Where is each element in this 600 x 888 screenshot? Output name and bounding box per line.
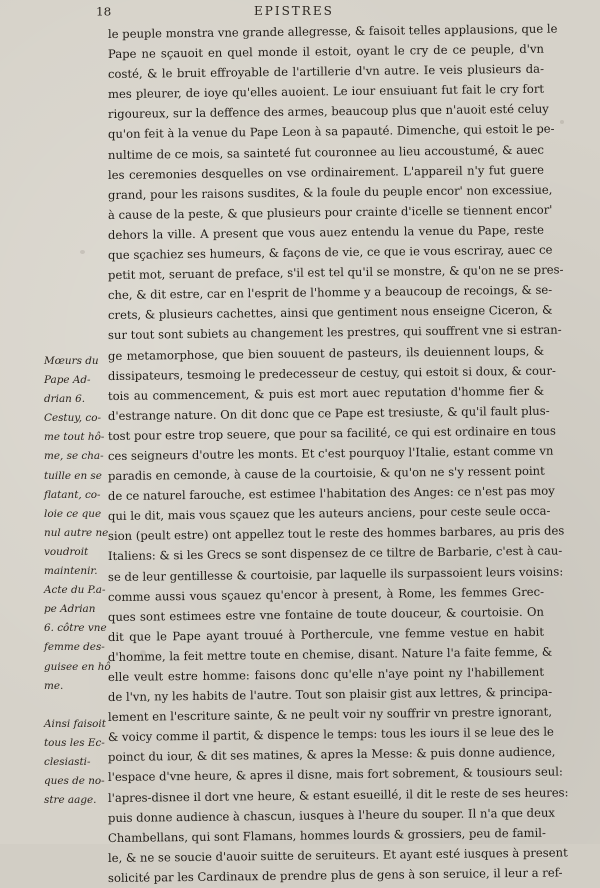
text-line: comme aussi vous sçauez qu'encor à present, à Rome, les femmes Grec-: [107, 584, 545, 604]
margin-note: tuille en se: [44, 469, 102, 482]
text-line: rigoureux, sur la deffence des armes, beaucoup plus que n'auoit esté celuy: [107, 101, 549, 122]
text-line: elle veult estre homme: faisons donc qu'elle n'aye point ny l'habillement: [107, 664, 545, 684]
margin-note: Cestuy, co-: [44, 412, 101, 425]
text-line: crets, & plusieurs cachettes, ainsi que gentiment nous enseigne Ciceron, &: [107, 302, 553, 323]
margin-note: nul autre ne: [44, 526, 109, 539]
text-line: lement en l'escriture sainte, & ne peult voir ny souffrir vn prestre ignorant,: [107, 704, 553, 725]
text-line: paradis en cemonde, à cause de la courtoisie, & qu'on ne s'y ressent point: [107, 463, 545, 484]
running-head: EPISTRES: [254, 4, 334, 18]
margin-note: Ainsi faisoit: [44, 717, 106, 730]
text-line: de l'vn, ny les habits de l'autre. Tout son plaisir gist aux lettres, & principa-: [107, 684, 553, 705]
text-line: de ce naturel farouche, est estimee l'habitation des Anges: ce n'est pas moy: [107, 483, 555, 504]
text-line: grand, pour les raisons susdites, & la foule du peuple encor' non excessiue,: [107, 182, 553, 202]
text-line: costé, & le bruit effroyable de l'artillerie d'vn autre. Ie veis plusieurs da-: [107, 61, 545, 82]
body-text: [107, 21, 569, 888]
text-line: tost pour estre trop seuere, que pour sa facilité, ce qui est ordinaire en tous: [107, 423, 557, 443]
page-number: 18: [96, 5, 112, 19]
text-line: tois au commencement, & puis est mort auec reputation d'homme fier &: [107, 383, 545, 403]
text-line: Italiens: & si les Grecs se sont dispensez de ce tiltre de Barbarie, c'est à cau-: [107, 543, 563, 564]
margin-note: me, se cha-: [44, 450, 104, 463]
text-line: nultime de ce mois, sa sainteté fut couronnee au lieu accoustumé, & auec: [107, 142, 545, 162]
text-line: Pape ne sçauoit en quel monde il estoit, oyant le cry de ce peuple, d'vn: [107, 41, 545, 62]
text-line: sur tout sont subiets au changement les prestres, qui souffrent vne si estran-: [107, 322, 562, 343]
text-line: que sçachiez ses humeurs, & façons de vie, ce que ie vous escriray, auec ce: [107, 242, 553, 263]
text-line: petit mot, seruant de preface, s'il est tel qu'il se monstre, & qu'on ne se pres-: [107, 262, 564, 283]
margin-note: Pape Ad-: [44, 374, 91, 387]
text-line: se de leur gentillesse & courtoisie, par laquelle ils surpassoient leurs voisins:: [107, 563, 564, 584]
margin-note: ques de no-: [44, 775, 105, 788]
text-line: sion (peult estre) ont appellez tout le reste des hommes barbares, au pris des: [107, 523, 565, 544]
text-line: dit que le Pape ayant trouué à Porthercule, vne femme vestue en habit: [107, 624, 545, 644]
text-line: les ceremonies desquelles on vse ordinairement. L'appareil n'y fut guere: [107, 162, 545, 182]
text-line: poinct du iour, & dit ses matines, & apres la Messe: & puis donne audience,: [107, 744, 556, 765]
margin-note: 6. côtre vne: [44, 622, 107, 635]
margin-note: maintenir.: [44, 565, 98, 578]
margin-notes: [44, 352, 111, 810]
text-line: l'apres-disnee il dort vne heure, & estant esueillé, il dit le reste de ses heures:: [107, 784, 569, 805]
margin-note: Acte du P.a-: [44, 584, 106, 597]
text-line: dissipateurs, tesmoing le predecesseur de cestuy, qui estoit si doux, & cour-: [107, 363, 556, 383]
paper-stain: [560, 120, 564, 124]
paper-stain: [140, 650, 146, 655]
text-line: d'homme, la feit mettre toute en chemise, disant. Nature l'a faite femme, &: [107, 644, 553, 664]
text-line: puis donne audience à chascun, iusques à l'heure du souper. Il n'a que deux: [107, 805, 555, 825]
margin-note: voudroit: [44, 545, 89, 558]
margin-note: me tout hô-: [44, 431, 105, 444]
margin-note: tous les Ec-: [44, 736, 105, 749]
text-line: ques sont estimees estre vne fontaine de toute douceur, & courtoisie. On: [107, 604, 545, 624]
margin-note: flatant, co-: [44, 488, 101, 501]
text-line: le, & ne se soucie d'auoir suitte de seruiteurs. Et ayant esté iusques à present: [107, 845, 568, 865]
margin-note: loie ce que: [44, 507, 102, 520]
text-line: & voicy comme il partit, & dispence le temps: tous les iours il se leue des le: [107, 724, 554, 745]
text-line: che, & dit estre, car en l'esprit de l'homme y a beaucoup de recoings, & se-: [107, 282, 553, 303]
margin-note: stre aage.: [44, 794, 97, 807]
paper-stain: [80, 250, 85, 254]
margin-note: guisee en hô: [44, 660, 111, 673]
text-line: solicité par les Cardinaux de prendre plus de gens à son seruice, il leur a ref-: [107, 865, 563, 885]
margin-note: me.: [44, 679, 64, 692]
text-line: le peuple monstra vne grande allegresse, & faisoit telles applausions, que le: [107, 21, 558, 41]
text-line: l'espace d'vne heure, & apres il disne, mais fort sobrement, & tousiours seul:: [107, 764, 563, 785]
margin-note: pe Adrian: [44, 603, 96, 616]
margin-note: [44, 696, 108, 715]
text-line: Chambellans, qui sont Flamans, hommes lourds & grossiers, peu de famil-: [107, 825, 546, 845]
text-line: ces seigneurs d'outre les monts. Et c'est pourquoy l'Italie, estant comme vn: [107, 443, 554, 463]
text-line: d'estrange nature. On dit donc que ce Pape est tresiuste, & qu'il fault plus-: [107, 403, 550, 423]
margin-note: drian 6.: [44, 393, 86, 406]
text-line: qu'on feit à la venue du Pape Leon à sa papauté. Dimenche, qui estoit le pe-: [107, 122, 555, 142]
text-line: mes pleurer, de ioye qu'elles auoient. Le iour ensuiuant fut fait le cry fort: [107, 81, 545, 102]
margin-note: clesiasti-: [44, 755, 91, 768]
text-line: à cause de la peste, & que plusieurs pour crainte d'icelle se tiennent encor': [107, 202, 553, 222]
margin-note: Mœurs du: [44, 355, 99, 367]
margin-note: femme des-: [44, 641, 105, 654]
text-line: ge metamorphose, que bien souuent de pasteurs, ils deuiennent loups, &: [107, 343, 545, 363]
text-line: qui le dit, mais vous sçauez que les auteurs anciens, pour ceste seule occa-: [107, 503, 551, 524]
text-line: dehors la ville. A present que vous auez entendu la venue du Pape, reste: [107, 222, 545, 242]
